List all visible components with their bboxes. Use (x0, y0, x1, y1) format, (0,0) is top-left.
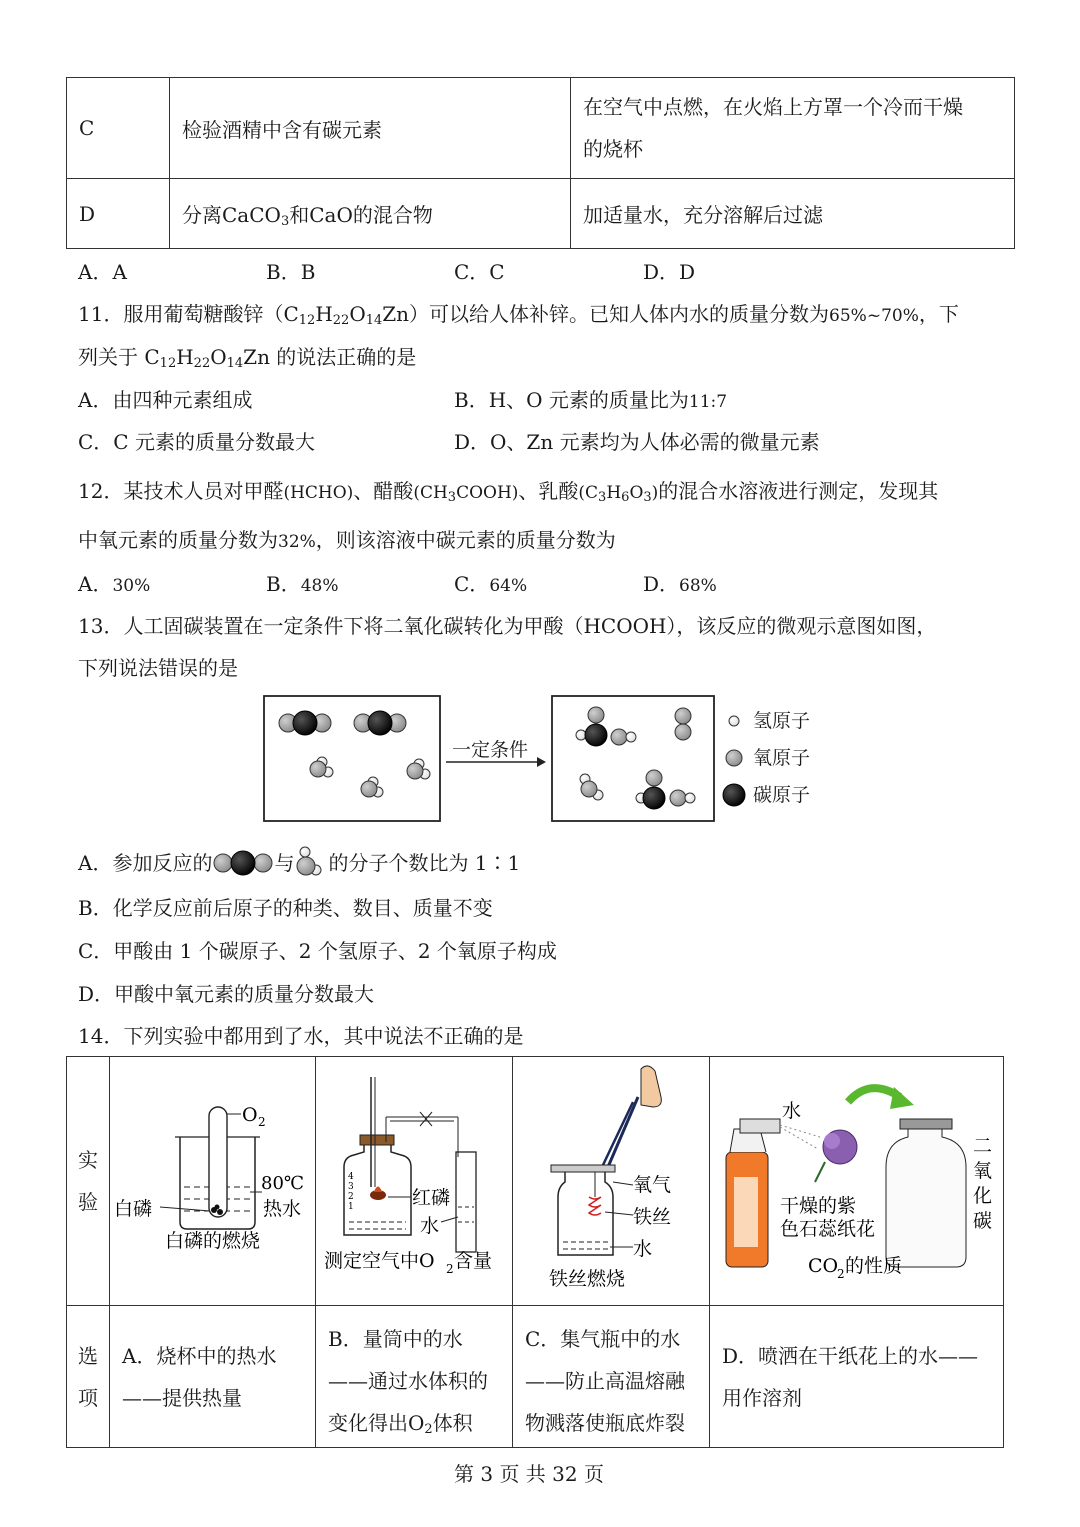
q13-option-c: C．甲酸由 1 个碳原子、2 个氢原子、2 个氧原子构成 (78, 939, 557, 963)
svg-text:的性质: 的性质 (845, 1255, 903, 1277)
svg-text:碳: 碳 (973, 1210, 993, 1232)
experiment-table (66, 1056, 1004, 1448)
row-head-option: 选 项 (67, 1306, 110, 1448)
q12-stem-line2: 中氧元素的质量分数为32%，则该溶液中碳元素的质量分数为 (78, 528, 616, 552)
exp-oxygen-content (316, 1057, 513, 1306)
svg-text:CO: CO (808, 1255, 839, 1277)
legend-carbon-label: 碳原子 (753, 784, 811, 806)
q14-option-a: A．烧杯中的热水 ——提供热量 (110, 1306, 316, 1448)
test-tube (209, 1107, 227, 1217)
svg-text:水: 水 (420, 1215, 440, 1237)
legend-oxygen-label: 氧原子 (753, 747, 811, 769)
co2-molecule (354, 711, 406, 735)
oxygen-content-diagram (316, 1057, 512, 1300)
svg-text:4: 4 (348, 1172, 354, 1182)
q12-stem-line1: 12．某技术人员对甲醛(HCHO)、醋酸$(CH_3COOH)$、乳酸$(C_3H_6O_3)$的混合水溶液进行测定，发现其 (78, 479, 939, 505)
q13-option-b: B．化学反应前后原子的种类、数目、质量不变 (78, 896, 493, 920)
svg-text:二: 二 (973, 1135, 993, 1157)
svg-text:水: 水 (633, 1238, 653, 1260)
q12-option-c: C．64% (454, 572, 528, 596)
q14-option-d: D．喷洒在干纸花上的水—— 用作溶剂 (710, 1306, 1004, 1448)
h2o-molecule (310, 757, 333, 777)
exp-white-phosphorus (110, 1057, 316, 1306)
q14-stem: 14．下列实验中都用到了水，其中说法不正确的是 (78, 1024, 524, 1048)
svg-text:白磷: 白磷 (114, 1198, 153, 1220)
svg-text:铁丝燃烧: 铁丝燃烧 (549, 1268, 626, 1290)
svg-text:氧: 氧 (973, 1160, 993, 1182)
reaction-diagram (260, 692, 840, 826)
exp-co2-property (710, 1057, 1004, 1306)
svg-text:2: 2 (446, 1262, 454, 1276)
svg-text:化: 化 (973, 1185, 993, 1207)
q14-option-c: C．集气瓶中的水 ——防止高温熔融 物溅落使瓶底炸裂 (513, 1306, 710, 1448)
q13-option-a: A．参加反应的 与 的分子个数比为 1∶1 (78, 846, 520, 880)
q10-option-b: B．B (266, 260, 316, 284)
q11-option-b: B．H、O 元素的质量比为11:7 (454, 388, 728, 412)
svg-text:3: 3 (348, 1182, 354, 1192)
q13-stem-line2: 下列说法错误的是 (78, 656, 238, 680)
svg-text:1: 1 (348, 1202, 354, 1212)
svg-text:氧气: 氧气 (633, 1174, 672, 1196)
exp-iron-wire (513, 1057, 710, 1306)
svg-text:红磷: 红磷 (412, 1187, 451, 1209)
page-footer: 第 3 页 共 32 页 (454, 1462, 604, 1486)
svg-text:白磷的燃烧: 白磷的燃烧 (165, 1230, 261, 1252)
q11-stem-line2: 列关于 $C_{12}H_{22}O_{14}Zn$ 的说法正确的是 (78, 345, 417, 371)
svg-text:色石蕊纸花: 色石蕊纸花 (780, 1218, 876, 1240)
q13-option-d: D．甲酸中氧元素的质量分数最大 (78, 982, 375, 1006)
row-head-experiment: 实 验 (67, 1057, 110, 1306)
svg-text:80℃: 80℃ (261, 1173, 305, 1194)
hcooh-molecule (576, 707, 636, 746)
legend-carbon-icon (723, 784, 745, 806)
hcooh-molecule (636, 770, 695, 809)
svg-text:2: 2 (348, 1192, 354, 1202)
row-method-c: 在空气中点燃，在火焰上方罩一个冷而干燥 的烧杯 (571, 78, 1015, 179)
q12-option-a: A．30% (78, 572, 151, 596)
white-phosphorus-diagram (110, 1057, 315, 1300)
q12-option-b: B．48% (266, 572, 339, 596)
svg-text:含量: 含量 (454, 1250, 493, 1272)
row-label-c: C (67, 78, 170, 179)
row-method-d: 加适量水，充分溶解后过滤 (571, 179, 1015, 249)
h2o-molecule (361, 777, 383, 797)
svg-text:2: 2 (837, 1267, 845, 1281)
q11-option-c: C．C 元素的质量分数最大 (78, 430, 315, 454)
svg-text:热水: 热水 (263, 1198, 302, 1220)
row-purpose-d: 分离CaCO$_3$和CaO的混合物 (170, 179, 571, 249)
h2o-molecule (407, 759, 430, 779)
legend-hydrogen-label: 氢原子 (753, 710, 811, 732)
h2o-molecule (580, 774, 603, 800)
q11-option-a: A．由四种元素组成 (78, 388, 253, 412)
svg-text:水: 水 (782, 1100, 802, 1122)
q11-stem-line1: 11．服用葡萄糖酸锌$(C_{12}H_{22}O_{14}Zn)$可以给人体补锌。已知人体内水的质量分数为65%~70%，下 (78, 302, 959, 328)
q10-option-a: A．A (78, 260, 127, 284)
svg-text:O: O (242, 1104, 258, 1126)
co2-molecule (279, 711, 331, 735)
reaction-condition: 一定条件 (452, 739, 529, 761)
co2-property-diagram (710, 1057, 1003, 1300)
svg-text:2: 2 (258, 1115, 266, 1129)
row-purpose-c: 检验酒精中含有碳元素 (170, 78, 571, 179)
svg-text:铁丝: 铁丝 (633, 1206, 672, 1228)
row-label-d: D (67, 179, 170, 249)
q14-option-b: B．量筒中的水 ——通过水体积的 变化得出$O_2$体积 (316, 1306, 513, 1448)
q11-option-d: D．O、Zn 元素均为人体必需的微量元素 (454, 430, 820, 454)
h2o-molecule-icon (294, 846, 328, 880)
legend-oxygen-icon (726, 750, 742, 766)
co2-molecule-icon (212, 850, 274, 876)
legend-hydrogen-icon (729, 716, 739, 726)
iron-wire-diagram (513, 1057, 709, 1300)
q10-option-c: C．C (454, 260, 505, 284)
svg-text:干燥的紫: 干燥的紫 (780, 1195, 857, 1217)
q12-option-d: D．68% (643, 572, 717, 596)
options-table (66, 77, 1015, 249)
q10-option-d: D．D (643, 260, 696, 284)
o2-molecule (675, 708, 691, 740)
svg-text:测定空气中O: 测定空气中O (324, 1250, 435, 1272)
q13-stem-line1: 13．人工固碳装置在一定条件下将二氧化碳转化为甲酸（HCOOH），该反应的微观示意图如图， (78, 614, 937, 638)
